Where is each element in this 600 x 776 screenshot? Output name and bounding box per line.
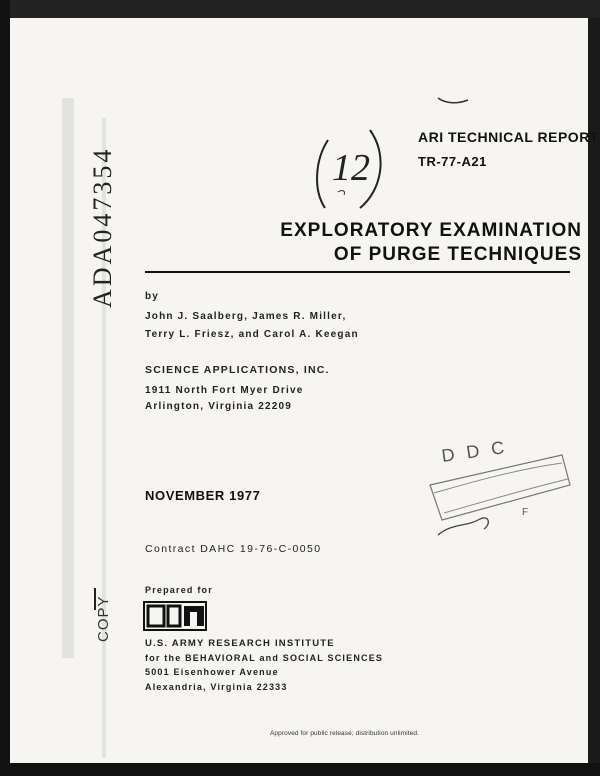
report-series: ARI TECHNICAL REPORT: [418, 129, 599, 145]
authors-line-2: Terry L. Friesz, and Carol A. Keegan: [145, 329, 359, 340]
prepared-for-label: Prepared for: [145, 585, 213, 595]
prepared-for-line-1: U.S. ARMY RESEARCH INSTITUTE: [145, 638, 335, 649]
publication-date: NOVEMBER 1977: [145, 488, 261, 503]
prepared-for-line-4: Alexandria, Virginia 22333: [145, 682, 288, 692]
report-number: TR-77-A21: [418, 154, 487, 169]
contract-number: Contract DAHC 19-76-C-0050: [145, 543, 322, 555]
copy-mark: COPY: [95, 595, 112, 642]
handwritten-number-text: 12: [332, 147, 370, 189]
stamp-text: DDC: [440, 435, 518, 466]
distribution-statement: Approved for public release; distribution unlimited.: [270, 730, 419, 737]
accession-number: ADA047354: [88, 146, 117, 308]
ari-logo-text: ari: [143, 601, 145, 602]
title-line-2: OF PURGE TECHNIQUES: [333, 244, 582, 265]
organization-address-1: 1911 North Fort Myer Drive: [145, 385, 304, 396]
by-label: by: [145, 291, 160, 302]
title-rule: [145, 271, 570, 273]
title-line-1: EXPLORATORY EXAMINATION: [280, 220, 582, 241]
handwritten-number: [310, 120, 390, 215]
pen-mark: [436, 92, 470, 108]
svg-text:F: F: [522, 507, 529, 518]
copy-tick-mark: [92, 586, 98, 612]
ddc-stamp: [422, 415, 572, 555]
scan-bottom-edge: [0, 763, 600, 776]
organization-name: SCIENCE APPLICATIONS, INC.: [145, 364, 330, 376]
ari-logo: [143, 601, 207, 631]
scan-left-edge: [0, 0, 10, 776]
scan-shadow: [62, 98, 74, 658]
prepared-for-line-3: 5001 Eisenhower Avenue: [145, 667, 279, 677]
organization-address-2: Arlington, Virginia 22209: [145, 401, 293, 412]
authors-line-1: John J. Saalberg, James R. Miller,: [145, 311, 347, 322]
prepared-for-line-2: for the BEHAVIORAL and SOCIAL SCIENCES: [145, 653, 384, 663]
scan-top-edge: [0, 0, 600, 18]
